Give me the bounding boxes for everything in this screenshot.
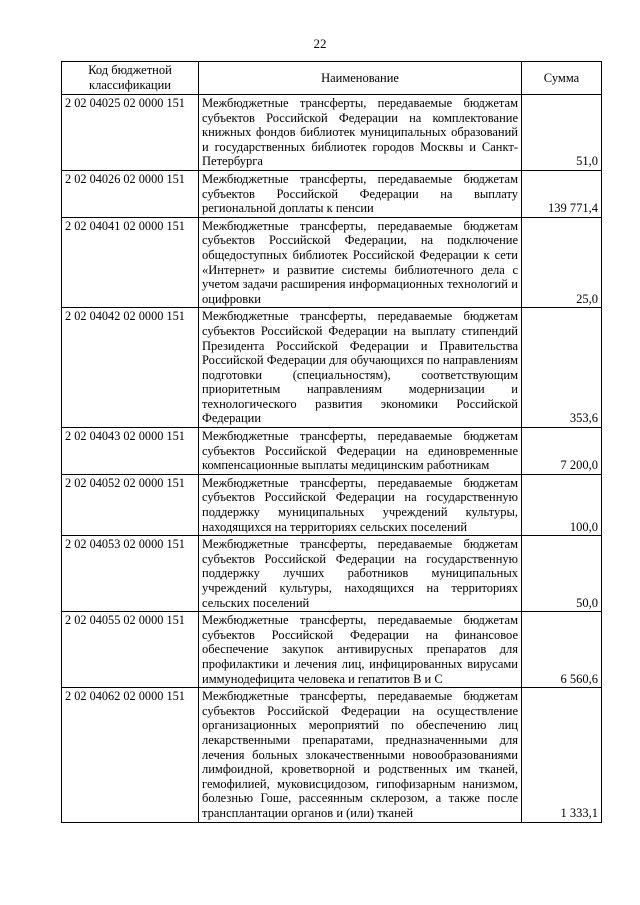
table-row bbox=[62, 688, 602, 822]
table-row bbox=[62, 170, 602, 217]
row-code: 2 02 04043 02 0000 151 bbox=[62, 428, 199, 475]
row-code: 2 02 04025 02 0000 151 bbox=[62, 95, 199, 171]
page-number: 22 bbox=[313, 36, 327, 51]
row-code: 2 02 04042 02 0000 151 bbox=[62, 308, 199, 428]
table-row bbox=[62, 308, 602, 428]
row-name: Межбюджетные трансферты, передаваемые бюджетам субъектов Российской Федерации на единовременные компенсационные выплаты медицинским работникам bbox=[199, 428, 522, 475]
row-sum: 25,0 bbox=[522, 217, 602, 308]
table-row bbox=[62, 217, 602, 308]
row-name: Межбюджетные трансферты, передаваемые бюджетам субъектов Российской Федерации на государственную поддержку лучших работников муниципальных учреждений культуры, находящихся на территориях сельских поселений bbox=[199, 536, 522, 612]
row-name: Межбюджетные трансферты, передаваемые бюджетам субъектов Российской Федерации, на подключение общедоступных библиотек Российской Федерации к сети «Интернет» и развитие системы библиотечного дела с учетом задачи расширения информационных технологий и оцифровки bbox=[199, 217, 522, 308]
row-code: 2 02 04026 02 0000 151 bbox=[62, 170, 199, 217]
row-sum: 1 333,1 bbox=[522, 688, 602, 822]
row-code: 2 02 04062 02 0000 151 bbox=[62, 688, 199, 822]
row-code: 2 02 04041 02 0000 151 bbox=[62, 217, 199, 308]
row-name: Межбюджетные трансферты, передаваемые бюджетам субъектов Российской Федерации на выплату стипендий Президента Российской Федерации и Правительства Российской Федерации для обучающихся по направлениям подготовки (специальностям), соответствующим приоритетным направлениям модернизации и технологического развития экономики Российской Федерации bbox=[199, 308, 522, 428]
table-row bbox=[62, 612, 602, 688]
table-row bbox=[62, 428, 602, 475]
table-row bbox=[62, 536, 602, 612]
header-sum: Сумма bbox=[522, 62, 602, 95]
budget-table bbox=[61, 61, 602, 823]
row-sum: 50,0 bbox=[522, 536, 602, 612]
row-name: Межбюджетные трансферты, передаваемые бюджетам субъектов Российской Федерации на финансовое обеспечение закупок антивирусных препаратов для профилактики и лечения лиц, инфицированных вирусами иммунодефицита человека и гепатитов В и С bbox=[199, 612, 522, 688]
row-code: 2 02 04055 02 0000 151 bbox=[62, 612, 199, 688]
row-code: 2 02 04052 02 0000 151 bbox=[62, 474, 199, 535]
header-code: Код бюджетной классификации bbox=[62, 62, 199, 95]
row-sum: 353,6 bbox=[522, 308, 602, 428]
row-sum: 51,0 bbox=[522, 95, 602, 171]
row-sum: 139 771,4 bbox=[522, 170, 602, 217]
row-sum: 7 200,0 bbox=[522, 428, 602, 475]
row-sum: 6 560,6 bbox=[522, 612, 602, 688]
table-header-row bbox=[62, 62, 602, 95]
row-code: 2 02 04053 02 0000 151 bbox=[62, 536, 199, 612]
table-row bbox=[62, 95, 602, 171]
header-name: Наименование bbox=[199, 62, 522, 95]
row-name: Межбюджетные трансферты, передаваемые бюджетам субъектов Российской Федерации на осуществление организационных мероприятий по обеспечению лиц лекарственными препаратами, предназначенными для лечения больных злокачественными новообразованиями лимфоидной, кроветворной и родственных им тканей, гемофилией, муковисцидозом, гипофизарным нанизмом, болезнью Гоше, рассеянным склерозом, а также после трансплантации органов и (или) тканей bbox=[199, 688, 522, 822]
row-name: Межбюджетные трансферты, передаваемые бюджетам субъектов Российской Федерации на комплектование книжных фондов библиотек муниципальных образований и государственных библиотек городов Москвы и Санкт-Петербурга bbox=[199, 95, 522, 171]
row-name: Межбюджетные трансферты, передаваемые бюджетам субъектов Российской Федерации на государственную поддержку муниципальных учреждений культуры, находящихся на территориях сельских поселений bbox=[199, 474, 522, 535]
row-sum: 100,0 bbox=[522, 474, 602, 535]
table-row bbox=[62, 474, 602, 535]
row-name: Межбюджетные трансферты, передаваемые бюджетам субъектов Российской Федерации на выплату региональной доплаты к пенсии bbox=[199, 170, 522, 217]
